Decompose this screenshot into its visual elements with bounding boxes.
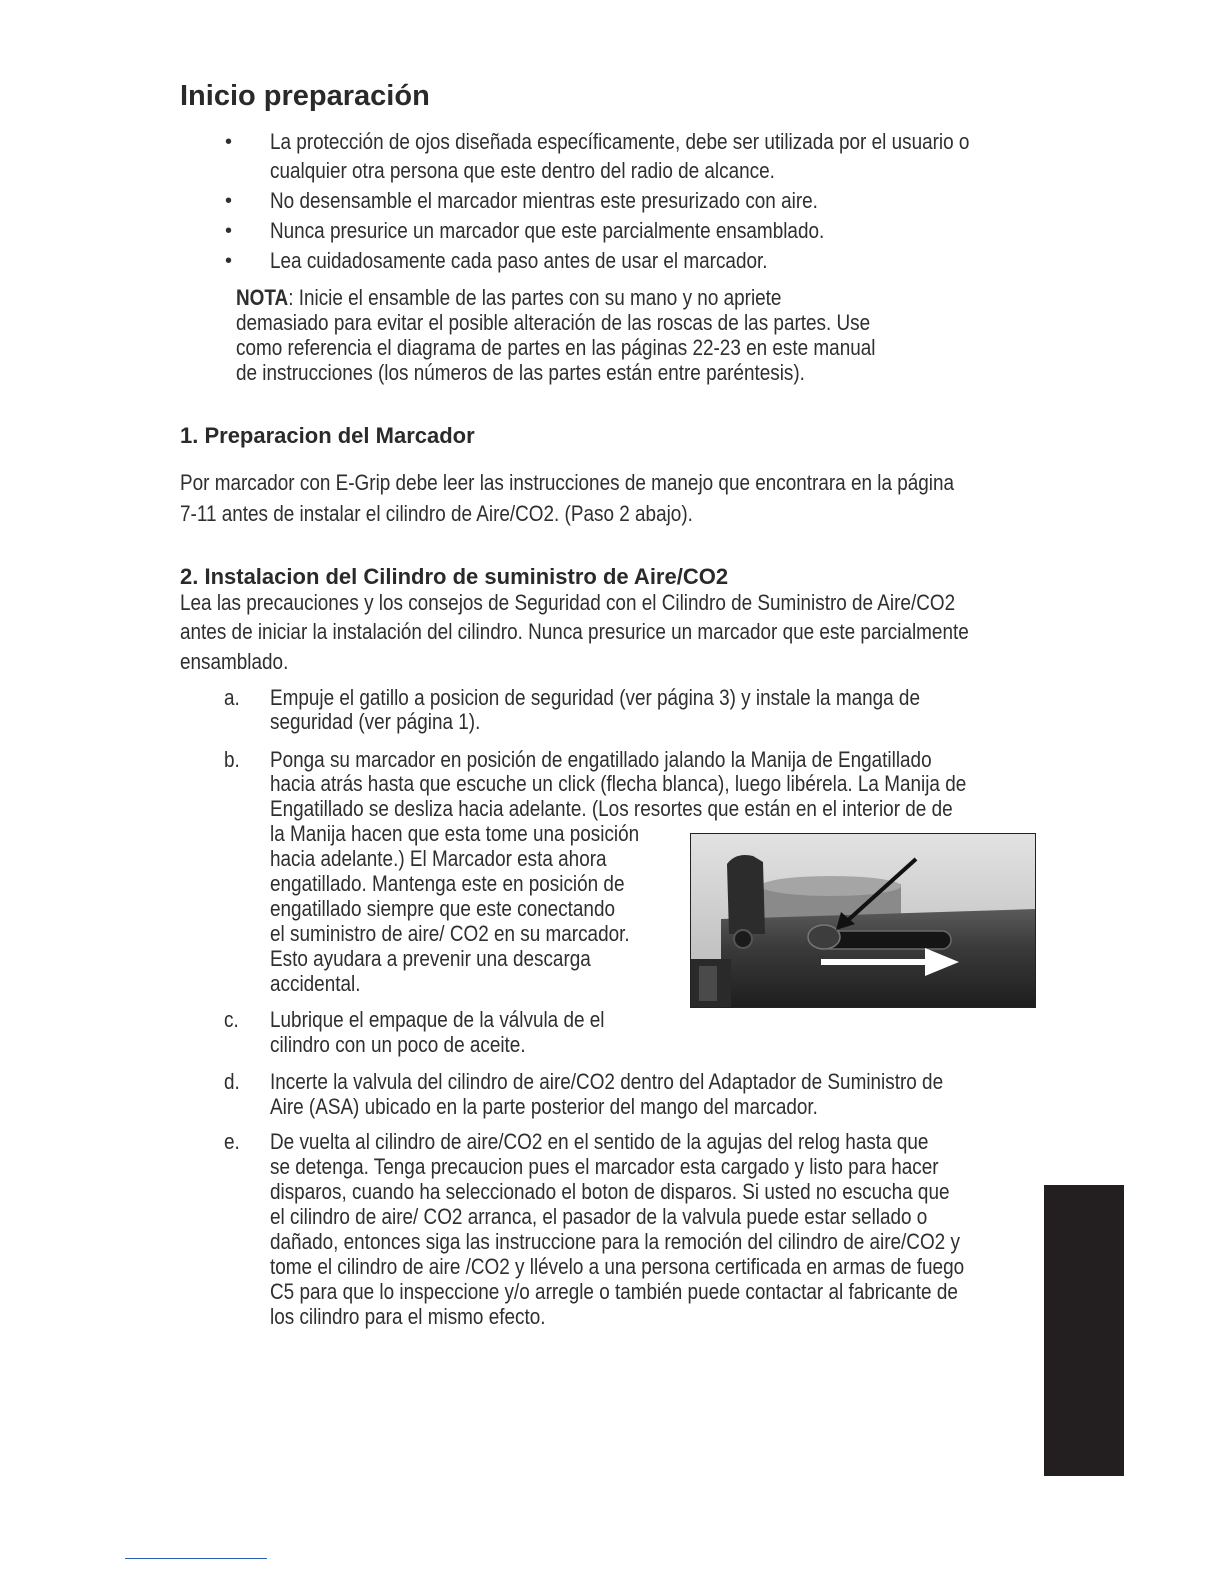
step-marker: d.	[224, 1069, 240, 1094]
step-text: dañado, entonces siga las instruccione para la remoción del cilindro de aire/CO2 y	[270, 1229, 960, 1254]
step-text: el suministro de aire/ CO2 en su marcador.	[270, 921, 630, 946]
section-2-text: ensamblado.	[180, 649, 289, 674]
section-2-text: antes de iniciar la instalación del cilindro. Nunca presurice un marcador que este parcialmente	[180, 619, 969, 644]
step-marker: e.	[224, 1129, 240, 1154]
bullet-symbol: •	[225, 220, 233, 242]
note-text: demasiado para evitar el posible alteración de las roscas de las partes. Use	[236, 310, 871, 335]
step-marker: c.	[224, 1007, 239, 1032]
bullet-item-text: No desensamble el marcador mientras este presurizado con aire.	[270, 188, 818, 213]
page-title: Inicio preparación	[180, 80, 430, 112]
marker-cocking-photo	[690, 833, 1036, 1008]
bullet-item-text: Nunca presurice un marcador que este parcialmente ensamblado.	[270, 218, 825, 243]
step-text: Ponga su marcador en posición de engatillado jalando la Manija de Engatillado	[270, 747, 932, 772]
note-text: : Inicie el ensamble de las partes con su mano y no apriete	[288, 285, 782, 310]
step-text: engatillado siempre que este conectando	[270, 896, 616, 921]
step-text: Engatillado se desliza hacia adelante. (Los resortes que están en el interior de de	[270, 796, 953, 821]
step-text: seguridad (ver página 1).	[270, 709, 481, 734]
step-text: la Manija hacen que esta tome una posición	[270, 821, 640, 846]
step-text: engatillado. Mantenga este en posición de	[270, 871, 625, 896]
section-2-text: Lea las precauciones y los consejos de Seguridad con el Cilindro de Suministro de Aire/CO2	[180, 590, 956, 615]
step-text: el cilindro de aire/ CO2 arranca, el pasador de la valvula puede estar sellado o	[270, 1204, 928, 1229]
step-text: Aire (ASA) ubicado en la parte posterior del mango del marcador.	[270, 1094, 818, 1119]
bullet-symbol: •	[225, 250, 233, 272]
step-marker: b.	[224, 747, 240, 772]
step-text: Lubrique el empaque de la válvula de el	[270, 1007, 605, 1032]
step-text: disparos, cuando ha seleccionado el boton de disparos. Si usted no escucha que	[270, 1179, 950, 1204]
section-1-heading: 1. Preparacion del Marcador	[180, 423, 475, 448]
note-text: como referencia el diagrama de partes en las páginas 22-23 en este manual	[236, 335, 876, 360]
step-text: Esto ayudara a prevenir una descarga	[270, 946, 591, 971]
step-text: cilindro con un poco de aceite.	[270, 1032, 526, 1057]
step-text: se detenga. Tenga precaucion pues el marcador esta cargado y listo para hacer	[270, 1154, 939, 1179]
step-text: De vuelta al cilindro de aire/CO2 en el sentido de la agujas del relog hasta que	[270, 1129, 929, 1154]
marker-photo-illustration	[691, 834, 1035, 1007]
step-text: hacia adelante.) El Marcador esta ahora	[270, 846, 607, 871]
footer-divider	[125, 1558, 267, 1559]
bullet-item-text: La protección de ojos diseñada específicamente, debe ser utilizada por el usuario o	[270, 129, 970, 154]
step-text: Empuje el gatillo a posicion de seguridad (ver página 3) y instale la manga de	[270, 685, 920, 710]
note-label: NOTA	[236, 285, 289, 310]
step-text: C5 para que lo inspeccione y/o arregle o también puede contactar al fabricante de	[270, 1279, 958, 1304]
step-text: accidental.	[270, 971, 361, 996]
section-1-text: Por marcador con E-Grip debe leer las instrucciones de manejo que encontrara en la página	[180, 470, 955, 495]
bullet-item-text: cualquier otra persona que este dentro del radio de alcance.	[270, 158, 775, 183]
note-text: de instrucciones (los números de las partes están entre paréntesis).	[236, 360, 805, 385]
step-marker: a.	[224, 685, 240, 710]
section-thumb-tab	[1044, 1185, 1124, 1476]
step-text: tome el cilindro de aire /CO2 y llévelo a una persona certificada en armas de fuego	[270, 1254, 965, 1279]
bullet-symbol: •	[225, 131, 233, 153]
step-text: hacia atrás hasta que escuche un click (flecha blanca), luego libérela. La Manija de	[270, 771, 967, 796]
bullet-item-text: Lea cuidadosamente cada paso antes de usar el marcador.	[270, 248, 768, 273]
step-text: los cilindro para el mismo efecto.	[270, 1304, 546, 1329]
section-2-heading: 2. Instalacion del Cilindro de suministro de Aire/CO2	[180, 564, 729, 589]
step-text: Incerte la valvula del cilindro de aire/CO2 dentro del Adaptador de Suministro de	[270, 1069, 944, 1094]
bullet-symbol: •	[225, 190, 233, 212]
section-1-text: 7-11 antes de instalar el cilindro de Aire/CO2. (Paso 2 abajo).	[180, 501, 693, 526]
